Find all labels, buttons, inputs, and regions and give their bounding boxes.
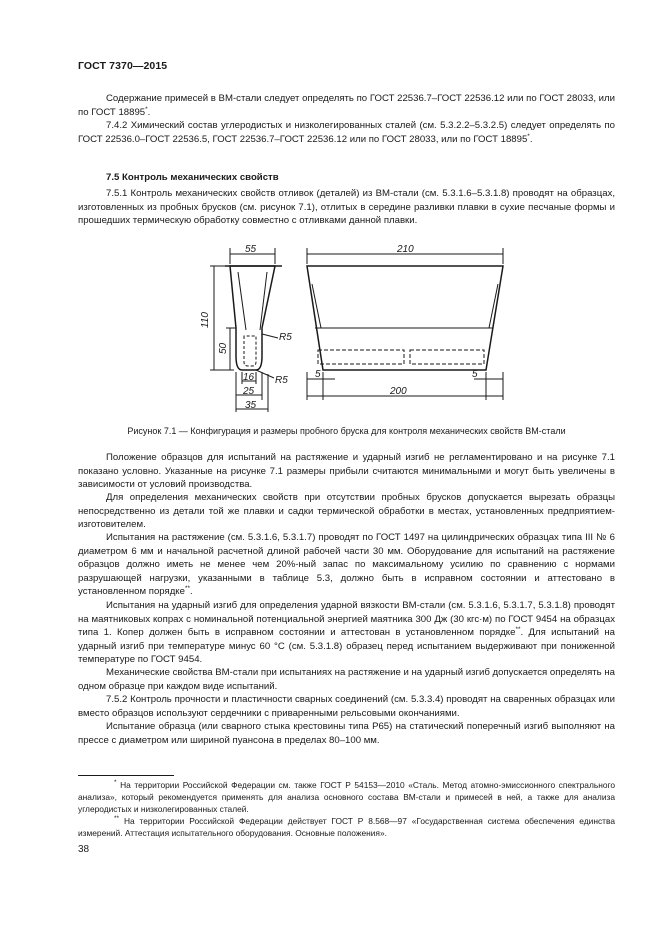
- dim-200-label: 200: [390, 386, 407, 397]
- footnote-1: * На территории Российской Федерации см. также ГОСТ Р 54153—2010 «Сталь. Метод атомно-эмиссионного спектрального анализа», который рекомендуется применять для анализа основного состава ВМ-стали и примесей в ней, а также для анализа углеродистых и низколегированных сталей.: [78, 779, 616, 814]
- dim-210-label: 210: [397, 244, 414, 255]
- dim-50-label: 50: [218, 342, 229, 354]
- figure-caption: Рисунок 7.1 — Конфигурация и размеры пробного бруска для контроля механических свойств ВМ-стали: [127, 426, 566, 436]
- paragraph-one-specimen: Механические свойства ВМ-стали при испытаниях на растяжение и на ударный изгиб допускается определять на одном образце при каждом виде испытаний.: [78, 667, 615, 692]
- paragraph-impurities: Содержание примесей в ВМ-стали следует определять по ГОСТ 22536.7–ГОСТ 22536.12 или по ГОСТ 28033, или по ГОСТ 18895*.: [78, 93, 615, 118]
- paragraph-impact-tests: Испытания на ударный изгиб для определения ударной вязкости ВМ-стали (см. 5.3.1.6, 5.3.1.7, 5.3.1.8) проводят на маятниковых копрах с номинальной потенциальной энергией маятника 300 Дж (30 кгс·м) по ГОСТ 9454 на образцах типа 1. Копер должен быть в исправном состоянии и аттестован в установленном порядке**. Для испытаний на ударный изгиб при температуре минус 60 °С (см. 5.3.1.8) образец перед испытанием выдерживают при пониженной температуре по ГОСТ 9454.: [78, 600, 615, 666]
- dim-110-label: 110: [200, 312, 211, 328]
- paragraph-tensile-tests: Испытания на растяжение (см. 5.3.1.6, 5.3.1.7) проводят по ГОСТ 1497 на цилиндрических образцах типа III № 6 диаметром 6 мм и начальной расчетной длиной рабочей части 30 мм. Оборудование для испытаний на растяжение образцов должно иметь не менее чем 20%-ный запас по максимальному усилию по сравнению с нормами разрушающей нагрузки, указанными в таблице 5.3, должно быть в исправном состоянии и аттестовано в установленном порядке**.: [78, 532, 615, 598]
- dim-5-left-label: 5: [315, 369, 321, 380]
- dim-5-right-label: 5: [472, 369, 478, 380]
- document-header: ГОСТ 7370—2015: [78, 60, 168, 72]
- dim-25-label: 25: [243, 386, 255, 397]
- radius-r5-upper-label: R5: [279, 332, 292, 343]
- radius-r5-lower-label: R5: [275, 375, 288, 386]
- paragraph-bend-test: Испытание образца (или сварного стыка крестовины типа Р65) на статический поперечный изгиб выполняют на прессе с диаметром или шириной пуансона в пределах 80–100 мм.: [78, 721, 615, 746]
- dim-35-label: 35: [245, 400, 257, 411]
- paragraph-no-test-bars: Для определения механических свойств при отсутствии пробных брусков допускается вырезать образцы непосредственно из детали той же плавки и садки термической обработки в местах, установленных предприятием-изготовителем.: [78, 492, 615, 531]
- dim-55-label: 55: [245, 244, 257, 255]
- footnote-separator: [78, 775, 174, 776]
- dim-16-label: 16: [243, 372, 255, 383]
- section-heading-7-5: 7.5 Контроль механических свойств: [106, 172, 279, 183]
- page-number: 38: [78, 844, 90, 855]
- paragraph-specimen-position: Положение образцов для испытаний на растяжение и ударный изгиб не регламентировано и на рисунке 7.1 показано условно. Указанные на рисунке 7.1 размеры прибыли считаются минимальными и могут быть увеличены в зависимости от условий производства.: [78, 452, 615, 491]
- figure-7-1: [190, 244, 520, 421]
- paragraph-7-5-2: 7.5.2 Контроль прочности и пластичности сварных соединений (см. 5.3.3.4) проводят на сваренных образцах или вместо образцов используют сердечники с приваренными рельсовыми окончаниями.: [78, 694, 615, 719]
- footnote-2: ** На территории Российской Федерации действует ГОСТ Р 8.568—97 «Государственная система обеспечения единства измерений. Аттестация испытательного оборудования. Основные положения».: [78, 815, 616, 838]
- paragraph-7-5-1: 7.5.1 Контроль механических свойств отливок (деталей) из ВМ-стали (см. 5.3.1.6–5.3.1.8) проводят на образцах, изготовленных из пробных брусков (см. рисунок 7.1), отлитых в середине разливки плавки в сухие песчаные формы и прошедших термическую обработку совместно с отливками данной плавки.: [78, 188, 615, 227]
- paragraph-7-4-2: 7.4.2 Химический состав углеродистых и низколегированных сталей (см. 5.3.2.2–5.3.2.5) следует определять по ГОСТ 22536.0–ГОСТ 22536.5, ГОСТ 22536.7–ГОСТ 22536.12 или по ГОСТ 28033, или по ГОСТ 18895*.: [78, 120, 615, 145]
- test-bar-drawing: [190, 244, 520, 416]
